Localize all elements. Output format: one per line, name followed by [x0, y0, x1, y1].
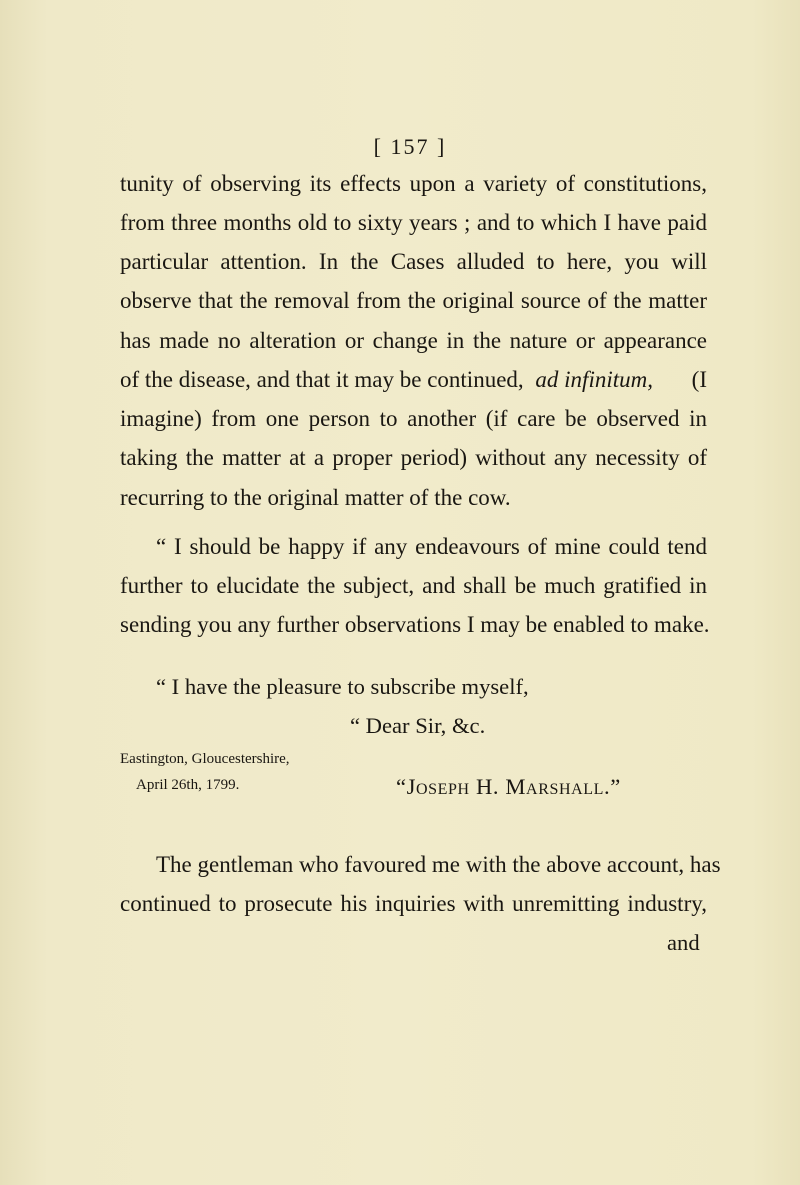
text-line-mixed [120, 368, 707, 391]
text-line: “ I should be happy if any endeavours of mine could tend [156, 534, 707, 559]
text-line: observe that the removal from the original source of the matter [120, 288, 707, 313]
text-line: recurring to the original matter of the cow. [120, 485, 511, 510]
text-line: continued to prosecute his inquiries with unremitting industry, [120, 891, 707, 916]
text-line: imagine) from one person to another (if care be observed in [120, 406, 707, 431]
text-line: tunity of observing its effects upon a variety of constitutions, [120, 171, 707, 196]
salutation: “ Dear Sir, &c. [350, 713, 486, 738]
text-line: has made no alteration or change in the nature or appearance [120, 328, 707, 353]
italic-phrase: ad infinitum, [535, 367, 653, 392]
text-line: The gentleman who favoured me with the above account, has [156, 852, 721, 877]
text-segment: (I [691, 367, 707, 392]
text-line: from three months old to sixty years ; and to which I have paid [120, 210, 707, 235]
text-segment: of the disease, and that it may be continued, [120, 367, 524, 392]
text-line: sending you any further observations I may be enabled to make. [120, 612, 710, 637]
text-line: particular attention. In the Cases alluded to here, you will [120, 249, 707, 274]
page-number: [ 157 ] [373, 134, 447, 159]
signature: “Joseph H. Marshall.” [396, 774, 621, 799]
date-line: April 26th, 1799. [136, 777, 240, 793]
text-line: further to elucidate the subject, and shall be much gratified in [120, 573, 707, 598]
catchword: and [667, 930, 700, 955]
text-line: taking the matter at a proper period) without any necessity of [120, 445, 707, 470]
place-line: Eastington, Gloucestershire, [120, 751, 290, 767]
closing-line: “ I have the pleasure to subscribe myself, [156, 674, 529, 699]
